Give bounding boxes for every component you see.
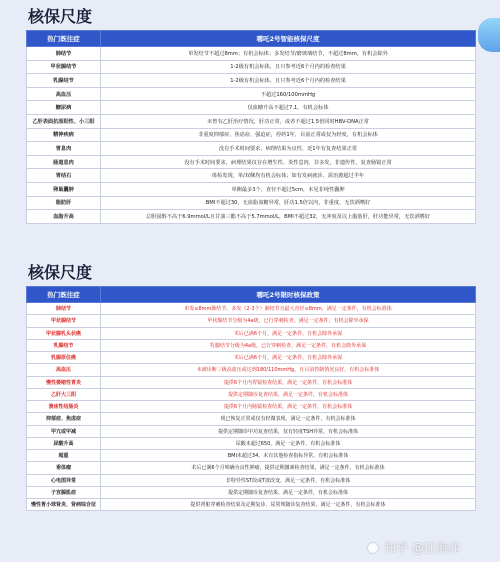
condition-cell: 高血压 — [27, 87, 101, 101]
condition-cell: 脂肪肝 — [27, 196, 101, 210]
policy-cell: 术后已满6个月，满足一定条件，有机会除外承保 — [101, 327, 476, 339]
condition-cell: 血脂升高 — [27, 210, 101, 224]
policy-cell: BMI不超过30，无血脂血糖异常，肝功1.5倍以内，非重度，无饮酒嗜好 — [101, 196, 476, 210]
condition-cell: 心电图异常 — [27, 474, 101, 486]
policy-cell: 尿酸未超过650，满足一定条件，有机会标准体 — [101, 437, 476, 449]
underwriting-table-limited — [26, 286, 476, 511]
header-policy: 哪吒2号限时核保政策 — [101, 287, 476, 303]
condition-cell: 垂体瘤 — [27, 462, 101, 474]
policy-cell: 体检发现，单/双侧均有机会标体；如有发病就诊，需治愈超过半年 — [101, 169, 476, 183]
condition-cell: 肺结节 — [27, 47, 101, 61]
watermark-text: 知乎 @任海洋 — [384, 541, 460, 555]
table-row — [27, 450, 476, 462]
table-row — [27, 425, 476, 437]
condition-cell: 慢性胃小球肾炎、肾病综合征 — [27, 499, 101, 511]
section-title: 核保尺度 — [28, 263, 93, 282]
policy-cell: 1-2级有机会标体，且只参考近6个月内的检查结果 — [101, 60, 476, 74]
table-row — [27, 182, 476, 196]
table-row — [27, 60, 476, 74]
policy-cell: 1-2级有机会标体，且只参考近6个月内的检查结果 — [101, 74, 476, 88]
header-condition: 热门既往症 — [27, 287, 101, 303]
condition-cell: 超重 — [27, 450, 101, 462]
condition-cell: 甲状腺乳头状癌 — [27, 327, 101, 339]
watermark — [366, 539, 460, 556]
table-row — [27, 114, 476, 128]
underwriting-table-smart — [26, 30, 476, 224]
policy-cell: 术后已满6个月明确为良性肿瘤，提供定期激素检查结果，满足一定条件，有机会标准体 — [101, 462, 476, 474]
table-row — [27, 327, 476, 339]
table-row — [27, 376, 476, 388]
policy-cell: 提供6个月内肠镜检查结果，满足一定条件，有机会标准体 — [101, 401, 476, 413]
condition-cell: 肺结节 — [27, 303, 101, 315]
table-row — [27, 196, 476, 210]
condition-cell: 子宫腺肌症 — [27, 486, 101, 498]
table-row — [27, 462, 476, 474]
table-row — [27, 303, 476, 315]
table-row — [27, 401, 476, 413]
header-policy: 哪吒2号智能核保尺度 — [101, 31, 476, 47]
table-row — [27, 210, 476, 224]
zhihu-avatar-icon — [368, 543, 378, 553]
policy-cell: 单发≤8mm肺结节，多发（2-3个）肺结节且最大直径≤8mm，满足一定条件，有机会标准体 — [101, 303, 476, 315]
condition-cell: 胃息肉 — [27, 142, 101, 156]
table-row — [27, 486, 476, 498]
condition-cell: 精神疾病 — [27, 128, 101, 142]
policy-cell: BMI未超过34，未有其他检查指标异常，有机会标准体 — [101, 450, 476, 462]
policy-cell: 没有手术时间要求，病理结果为良性，近1年有复查结果正常 — [101, 142, 476, 156]
condition-cell: 甲状腺结节 — [27, 60, 101, 74]
policy-cell: 非特异性ST段或T波改变，满足一定条件，有机会标准体 — [101, 474, 476, 486]
table-row — [27, 87, 476, 101]
table-row — [27, 47, 476, 61]
condition-cell: 慢性萎缩性胃炎 — [27, 376, 101, 388]
policy-cell: 未被诊断三级高血压或达到180/110mmHg，且目前控制情况良好，有机会标准体 — [101, 364, 476, 376]
condition-cell: 乙肝表面抗原阳性、小三阳 — [27, 114, 101, 128]
table-row — [27, 155, 476, 169]
table-row — [27, 142, 476, 156]
table-row — [27, 169, 476, 183]
policy-cell: 不超过160/100mmHg — [101, 87, 476, 101]
condition-cell: 卵巢囊肿 — [27, 182, 101, 196]
condition-cell: 甲亢或甲减 — [27, 425, 101, 437]
condition-cell: 肠道息肉 — [27, 155, 101, 169]
table-row — [27, 315, 476, 327]
policy-cell: 单发结节不超过8mm；有机会标体；多发结节/磨玻璃结节，不超过8mm，有机会除外 — [101, 47, 476, 61]
policy-cell: 现已恢复正常或仅有轻微表现，满足一定条件，有机会标准体 — [101, 413, 476, 425]
policy-cell: 提供6个月内胃镜检查结果，满足一定条件，有机会标准体 — [101, 376, 476, 388]
table-row — [27, 101, 476, 115]
section-underwriting-smart — [0, 0, 500, 250]
table-row — [27, 388, 476, 400]
policy-cell: 提供肾脏穿刺检查结果及定期复诊、尿常规随诊复查结果，满足一定条件，有机会标准体 — [101, 499, 476, 511]
policy-cell: 乳腺结节分级为4a级，已行穿刺检查，满足一定条件，有机会除外承保 — [101, 339, 476, 351]
table-row — [27, 74, 476, 88]
table-row — [27, 339, 476, 351]
table-header-row — [27, 287, 476, 303]
condition-cell: 抑郁症、焦虑症 — [27, 413, 101, 425]
policy-cell: 提供定期随诊复查结果，满足一定条件，有机会标准体 — [101, 388, 476, 400]
condition-cell: 甲状腺结节 — [27, 315, 101, 327]
policy-cell: 提供定期随诊甲功复查结果，仅有轻度TSH异常，有机会标准体 — [101, 425, 476, 437]
policy-cell: 甲状腺结节分级为4a级，已行穿刺检查，满足一定条件，有机会除外承保 — [101, 315, 476, 327]
table-row — [27, 364, 476, 376]
table-row — [27, 128, 476, 142]
policy-cell: 提供定期随诊复查结果，满足一定条件，有机会标准体 — [101, 486, 476, 498]
section-underwriting-limited — [0, 256, 500, 562]
condition-cell: 高血压 — [27, 364, 101, 376]
condition-cell: 乳腺结节 — [27, 74, 101, 88]
table-row — [27, 413, 476, 425]
condition-cell: 乳腺结节 — [27, 339, 101, 351]
table-row — [27, 352, 476, 364]
condition-cell: 尿酸升高 — [27, 437, 101, 449]
policy-cell: 非重度抑郁症、焦虑症、强迫症，停药1年，目前正常或仅为轻度，有机会标体 — [101, 128, 476, 142]
condition-cell: 溃疡性结肠炎 — [27, 401, 101, 413]
policy-cell: 未曾有乙肝治疗情况，肝功正常，或者不超过1.5倍同时HBV-DNA正常 — [101, 114, 476, 128]
table-row — [27, 437, 476, 449]
section-title: 核保尺度 — [28, 7, 93, 26]
policy-cell: 术后已满6个月，满足一定条件，有机会除外承保 — [101, 352, 476, 364]
condition-cell: 胃结石 — [27, 169, 101, 183]
condition-cell: 乳腺原位癌 — [27, 352, 101, 364]
policy-cell: 单侧最多3个，直径不超过5cm，未见非纯性囊肿 — [101, 182, 476, 196]
policy-cell: 总胆固醇不高于6.9mmol/L且甘油三酯不高于5.7mmol/L，BMI不超过32，无冲度及以上脂肪肝，肝功能异常，无饮酒嗜好 — [101, 210, 476, 224]
policy-cell: 没有手术时间要求，病理结果仅存在增生性、炎性息肉，非多发，非遗传性，复查肠镜正常 — [101, 155, 476, 169]
table-header-row — [27, 31, 476, 47]
table-row — [27, 499, 476, 511]
policy-cell: 仅血糖升高不超过7.1，有机会标体 — [101, 101, 476, 115]
condition-cell: 乙肝大三阳 — [27, 388, 101, 400]
condition-cell: 糖尿病 — [27, 101, 101, 115]
table-row — [27, 474, 476, 486]
header-condition: 热门既往症 — [27, 31, 101, 47]
